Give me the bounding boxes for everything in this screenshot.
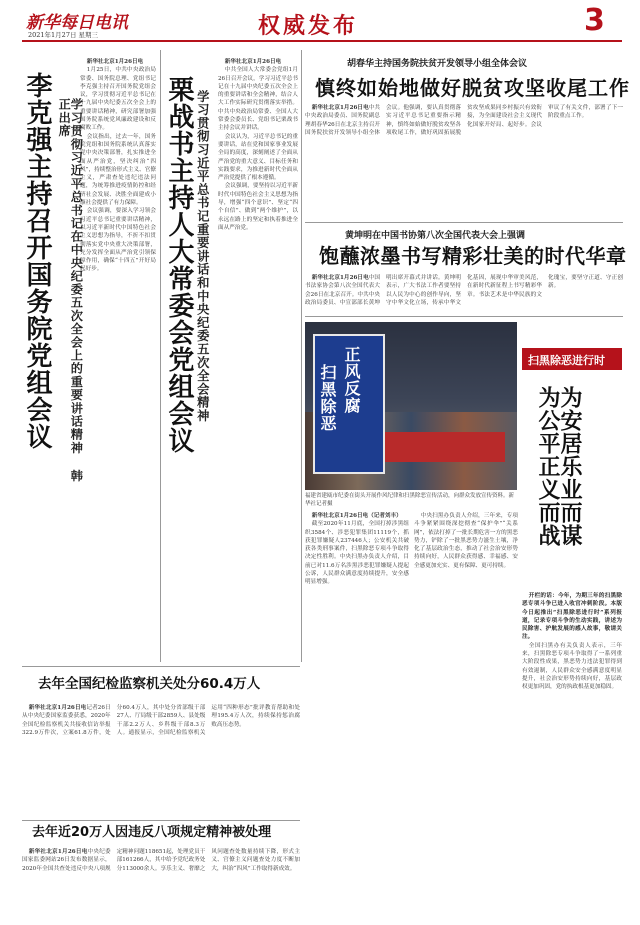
article-body: [218, 58, 298, 668]
photo-caption: 福建省建瓯市纪委在街头开展作风纪律和扫黑除恶宣传活动，向群众发放宣传资料。新华社记者摄: [305, 493, 515, 507]
article-body: [414, 512, 518, 862]
section-title: 权威发布: [258, 13, 359, 39]
article-li-keqiang: [22, 50, 158, 662]
article-body: [80, 58, 156, 668]
article-discipline: [22, 678, 300, 818]
article-headline: 栗战书主持人大常委会党组会议: [164, 76, 194, 454]
intro-para: 开栏的话：今年，为期三年的扫黑除恶专项斗争已进入收官冲刺阶段。本版今日起推出“扫黑除恶进行时”系列报道，记录专项斗争的生动实践，讲述为民除害、护航发展的感人故事，敬请关注。: [522, 593, 622, 641]
article-subhead: 学习贯彻习近平总书记重要讲话和中央纪委五次全会精神: [195, 90, 211, 423]
photo-table: [385, 432, 505, 462]
column-divider: [160, 50, 161, 662]
article-headline: 去年全国纪检监察机关处分60.4万人: [38, 676, 261, 692]
kicker: 黄坤明在中国书协第八次全国代表大会上强调: [345, 231, 526, 241]
section-divider: [305, 222, 623, 223]
page-number: 3: [584, 3, 605, 38]
body-para: 会议认为，习近平总书记的重要讲话，站在党和国家事业发展全局的高度，深刻阐述了全面从严治党的重大意义、目标任务和实践要求，为推进新时代全面从严治党提供了根本遵循。: [218, 133, 298, 182]
article-body: [305, 512, 409, 862]
article-subhead: 学习贯彻习近平总书记在中央纪委五次全会上的重要讲话精神 韩正出席: [57, 98, 84, 483]
date-line: 2021年1月27日 星期三: [28, 31, 99, 39]
article-headline: 去年近20万人因违反八项规定精神被处理: [32, 825, 272, 840]
article-body: [522, 592, 622, 874]
section-divider: [22, 820, 300, 821]
article-headline: 李克强主持召开国务院党组会议: [22, 72, 52, 450]
article-body: [22, 704, 300, 804]
dateline: 新华社北京1月26日电: [311, 275, 369, 281]
section-kicker-box: [522, 348, 622, 370]
article-li-zhanshu: [164, 50, 298, 662]
body-para: 中央纪委国家监委网站26日发布数据显示，2020年全国共查处违反中央八项规定精神问题118651起，处理党员干部161266人，其中给予党纪政务处分113000余人。享乐主义、奢靡之风问题查处数量持续下降，形式主义、官僚主义问题查处力度不断加大，纠治“四风”工作取得新成效。: [22, 849, 300, 872]
article-headline: 慎终如始地做好脱贫攻坚收尾工作: [315, 76, 630, 100]
dateline: 新华社北京1月26日电（记者刘丰）: [311, 513, 402, 519]
dateline: 新华社北京1月26日电: [28, 705, 87, 711]
article-body: [22, 848, 300, 918]
section-divider: [305, 316, 623, 317]
body-para: 会议强调，要坚持以习近平新时代中国特色社会主义思想为指导，增强“四个意识”、坚定“四个自信”、做到“两个维护”，以永远在路上的坚定和执着推进全面从严治党。: [218, 183, 298, 231]
body-para: 记者26日从中央纪委国家监委获悉，2020年全国纪检监察机关共接收信访举报322.9万件次，立案61.8万件，处分60.4万人，其中处分省部级干部27人、厅局级干部2859人、县处级干部2.2万人、乡科级干部8.3万人。通报显示，全国纪检监察机关运用“四种形态”批评教育帮助和处理195.4万人次，持续保持惩治腐败高压态势。: [22, 705, 300, 736]
body-para: 1月25日，中共中央政治局常委、国务院总理、党组书记李克强主持召开国务院党组会议，学习贯彻习近平总书记在十九届中央纪委五次全会上的重要讲话精神，研究部署加强国务院系统党风廉政建设和反腐败工作。: [80, 67, 156, 132]
body-para: 截至2020年11月底，全国打掉涉黑组织3584个、涉恶犯罪集团11119个，抓获犯罪嫌疑人237446人；公安机关共破获各类刑事案件，扫黑除恶专项斗争取得决定性胜利。中央扫黑办负责人介绍，目前已对11.6万名涉黑涉恶犯罪嫌疑人提起公诉，人民群众满意度持续提升，安全感明显增强。: [305, 521, 409, 586]
section-kicker: 扫黑除恶进行时: [528, 354, 605, 367]
body-para: 中央扫黑办负责人介绍，三年来，专项斗争紧紧围绕深挖彻查“保护伞”“关系网”，依法打掉了一批长期危害一方的黑恶势力，铲除了一批黑恶势力滋生土壤，净化了基层政治生态，推动了社会治安形势持续向好，人民群众获得感、幸福感、安全感更加充实、更有保障、更可持续。: [414, 513, 518, 569]
photo-banner-text: 正风反腐: [342, 346, 361, 414]
body-para: 全国扫黑办有关负责人表示，三年来，扫黑除恶专项斗争取得了一系列重大阶段性成果，黑恶势力违法犯罪得到有效遏制，人民群众安全感满意度明显提升，社会治安形势持续向好，基层政权更加巩固，党的执政根基更加稳固。: [522, 642, 622, 691]
article-eight-rules: [22, 826, 300, 922]
column-divider: [301, 50, 302, 662]
news-photo: [305, 322, 517, 490]
column-headline: 为安居乐业而谋 为公平正义而战: [535, 386, 582, 547]
body-para: 中共全国人大常委会党组1月26日召开会议，学习习近平总书记在十九届中央纪委五次全会上的重要讲话和全会精神，结合人大工作实际研究贯彻落实举措。中共中央政治局常委、全国人大常委会委员长、党组书记栗战书主持会议并讲话。: [218, 67, 298, 132]
photo-banner-text: 扫黑除恶: [318, 364, 337, 432]
masthead-rule: [22, 40, 622, 42]
article-hu-chunhua: [305, 56, 630, 216]
dateline: 新华社北京1月26日电: [311, 105, 369, 111]
masthead: [0, 0, 640, 42]
dateline: 新华社北京1月26日电: [86, 59, 144, 65]
dateline: 新华社北京1月26日电: [224, 59, 282, 65]
article-body: [305, 104, 623, 211]
body-para: 会议指出，过去一年，国务院党组和国务院系统认真落实党中央决策部署，扎实推进全面从严治党，坚决纠治“四风”，持续整治形式主义、官僚主义，严肃查处违纪违法问题，为统筹推进疫情防控和经济社会发展、决胜全面建成小康社会提供了有力保障。: [80, 133, 156, 207]
kicker: 胡春华主持国务院扶贫开发领导小组全体会议: [347, 59, 528, 69]
body-para: 中共中央政治局委员、国务院副总理胡春华26日在北京主持召开国务院扶贫开发领导小组全体会议。他强调，要认真贯彻落实习近平总书记重要指示精神，慎终如始做好脱贫攻坚各项收尾工作，做好巩固拓展脱贫攻坚成果同乡村振兴有效衔接，为全面建设社会主义现代化国家开好局、起好步。会议审议了有关文件，部署了下一阶段重点工作。: [305, 105, 623, 136]
column-saohei: [522, 320, 622, 880]
article-headline: 饱蘸浓墨书写精彩壮美的时代华章: [319, 244, 627, 268]
body-para: 中国书法家协会第八次全国代表大会26日在北京召开。中共中央政治局委员、中宣部部长黄坤明出席开幕式并讲话。黄坤明表示，广大书法工作者要坚持以人民为中心的创作导向，坚守中华文化立场，传承中华文化基因，展现中华审美风范，在新时代新征程上书写精彩华章。书法艺术是中华民族的文化瑰宝，要坚守正道、守正创新。: [305, 275, 623, 306]
section-divider: [22, 666, 300, 667]
dateline: 新华社北京1月26日电: [28, 849, 88, 855]
body-para: 会议强调，要深入学习领会习近平总书记重要讲话精神，以习近平新时代中国特色社会主义思想为指导，不折不扣贯彻落实党中央重大决策部署，充分发挥全面从严治党引领保障作用，确保“十四五”开好局起好步。: [80, 208, 156, 273]
newspaper-logo: 新华每日电讯: [26, 13, 128, 33]
